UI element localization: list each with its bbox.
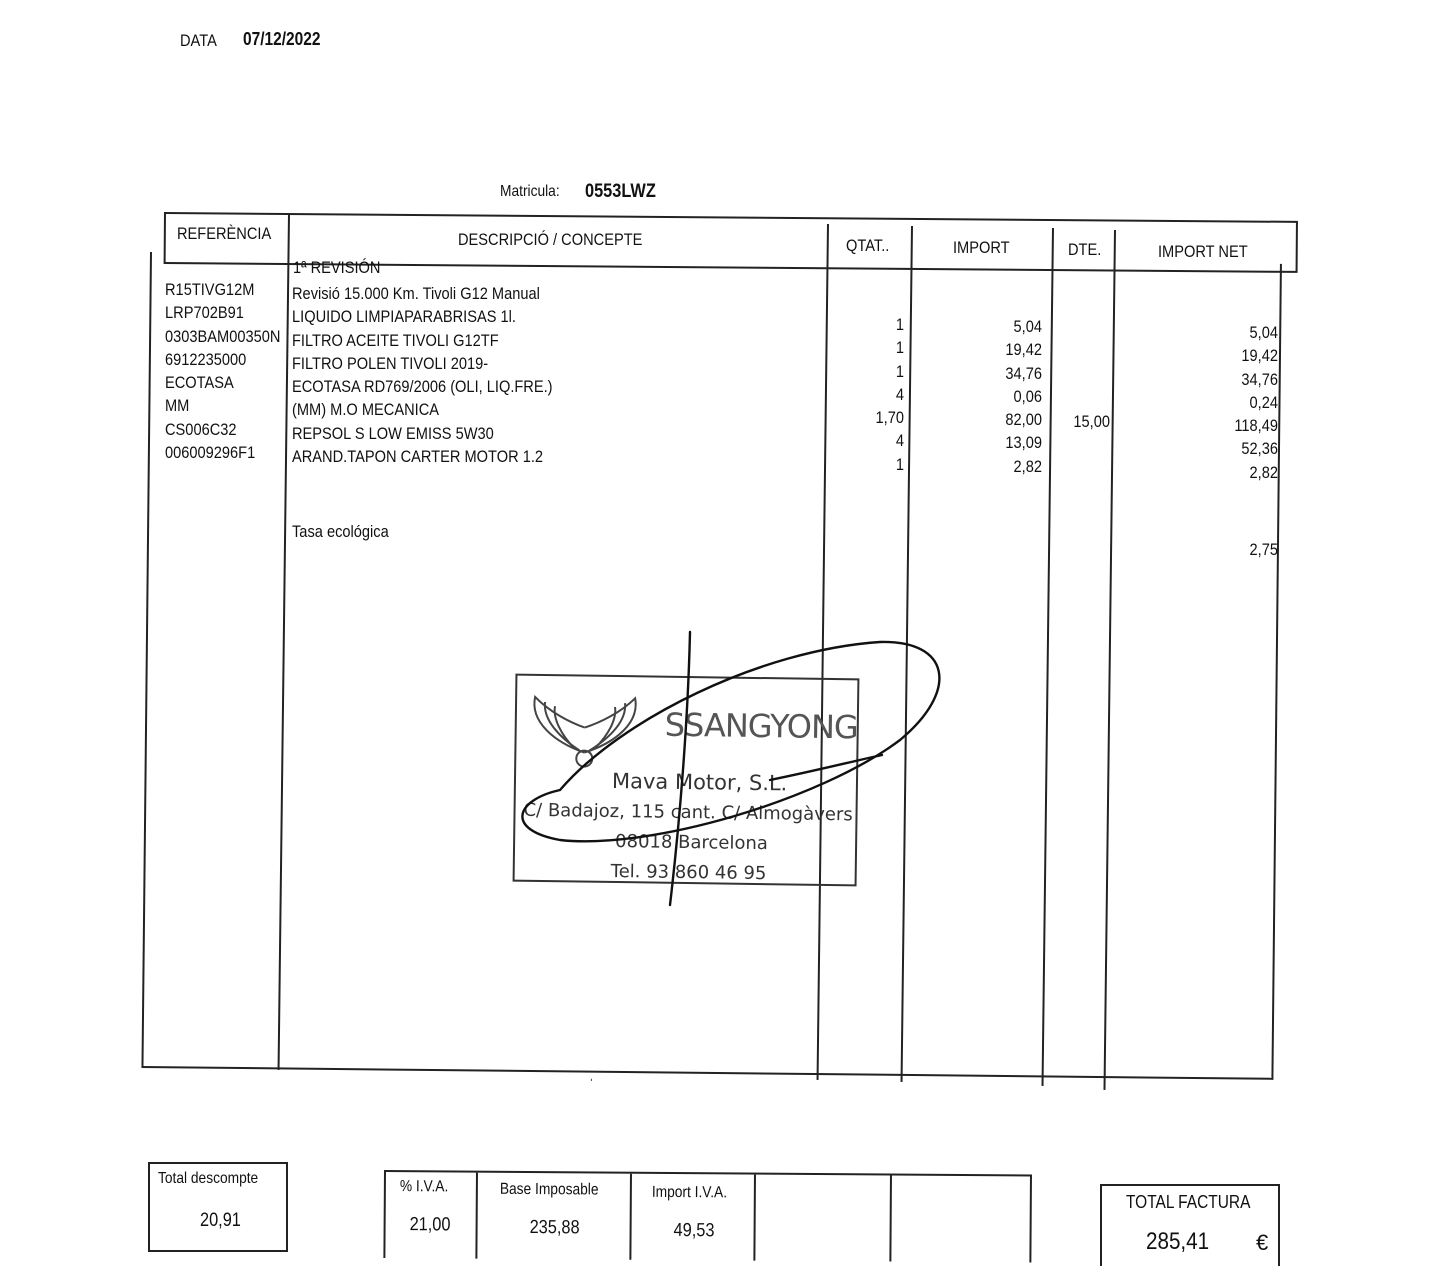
stamp-phone: Tel. 93 860 46 95	[610, 860, 767, 885]
reference-cell: R15TIVG12M	[165, 280, 255, 299]
vat-percent-value: 21,00	[409, 1214, 451, 1236]
total-invoice-label: TOTAL FACTURA	[1126, 1192, 1251, 1212]
eco-fee-value: 2,75	[1249, 540, 1278, 559]
reference-cell: ECOTASA	[165, 373, 234, 393]
total-discount-box	[148, 1162, 288, 1252]
vat-summary-table	[383, 1170, 1032, 1263]
description-cell: FILTRO POLEN TIVOLI 2019-	[292, 353, 489, 373]
import-cell: 19,42	[1005, 340, 1042, 360]
import-cell: 82,00	[1005, 410, 1042, 430]
quantity-cell: 4	[895, 384, 904, 404]
description-cell: REPSOL S LOW EMISS 5W30	[292, 423, 494, 443]
scan-mark: ˈ	[589, 1076, 594, 1092]
description-cell: ECOTASA RD769/2006 (OLI, LIQ.FRE.)	[292, 377, 553, 397]
total-discount-label: Total descompte	[158, 1170, 259, 1187]
net-import-cell: 5,04	[1249, 323, 1278, 342]
net-import-cell: 0,24	[1249, 392, 1278, 412]
eco-fee-label: Tasa ecológica	[292, 522, 389, 541]
net-import-column	[1202, 321, 1278, 484]
col-divider	[629, 1174, 632, 1260]
import-cell: 34,76	[1005, 363, 1042, 383]
col-header-description: DESCRIPCIÓ / CONCEPTE	[458, 230, 643, 249]
quantity-cell: 1	[895, 338, 904, 358]
vat-amount-label: Import I.V.A.	[651, 1183, 728, 1202]
reference-cell: 006009296F1	[165, 443, 256, 463]
col-header-quantity: QTAT..	[846, 236, 890, 255]
vat-percent-label: % I.V.A.	[399, 1178, 449, 1196]
total-invoice-box	[1100, 1184, 1280, 1266]
tax-base-label: Base Imposable	[499, 1180, 599, 1199]
import-column	[971, 315, 1042, 478]
tax-base-value: 235,88	[529, 1217, 580, 1239]
total-invoice-value: 285,41	[1146, 1228, 1210, 1255]
net-import-cell: 52,36	[1241, 439, 1278, 459]
col-header-net-import: IMPORT NET	[1158, 242, 1248, 261]
col-divider	[753, 1175, 756, 1261]
company-stamp	[513, 674, 860, 887]
reference-cell: LRP702B91	[165, 303, 244, 323]
reference-cell: CS006C32	[165, 419, 237, 439]
quantity-cell: 1	[895, 454, 904, 474]
reference-cell: MM	[165, 396, 190, 416]
plate-label: Matricula:	[500, 183, 560, 200]
quantity-cell: 1	[895, 361, 904, 381]
reference-cell: 0303BAM00350N	[165, 326, 281, 346]
reference-cell: 6912235000	[165, 349, 247, 369]
import-cell: 2,82	[1013, 456, 1042, 476]
discount-cell: 15,00	[1073, 412, 1110, 431]
net-import-cell: 19,42	[1241, 346, 1278, 366]
stamp-brand: SSANGYONG	[664, 705, 858, 747]
section-title: 1ª REVISIÓN	[293, 258, 381, 277]
net-import-cell: 118,49	[1234, 416, 1278, 436]
net-import-cell: 34,76	[1241, 369, 1278, 389]
description-cell: FILTRO ACEITE TIVOLI G12TF	[292, 330, 499, 350]
quantity-cell: 4	[895, 431, 904, 451]
stamp-city: 08018 Barcelona	[614, 831, 769, 855]
plate-value: 0553LWZ	[585, 181, 656, 202]
col-header-discount: DTE.	[1068, 240, 1102, 259]
quantity-cell: 1	[895, 315, 904, 334]
currency-symbol: €	[1256, 1230, 1269, 1255]
import-cell: 5,04	[1013, 317, 1042, 336]
net-import-cell: 2,82	[1249, 462, 1278, 482]
stamp-company: Mava Motor, S.L.	[611, 768, 788, 796]
description-cell: Revisió 15.000 Km. Tivoli G12 Manual	[292, 284, 540, 303]
description-cell: ARAND.TAPON CARTER MOTOR 1.2	[292, 447, 544, 467]
vat-amount-value: 49,53	[673, 1220, 715, 1242]
col-divider	[475, 1173, 478, 1259]
quantity-column	[852, 313, 904, 476]
import-cell: 13,09	[1005, 433, 1042, 453]
stamp-address: C/ Badajoz, 115 cant. C/ Almogàvers	[523, 799, 853, 826]
date-label: DATA	[180, 31, 217, 50]
quantity-cell: 1,70	[875, 408, 904, 428]
col-header-import: IMPORT	[953, 238, 1010, 257]
description-cell: (MM) M.O MECANICA	[292, 400, 440, 420]
total-discount-value: 20,91	[200, 1210, 241, 1231]
import-cell: 0,06	[1013, 386, 1042, 406]
ssangyong-logo-icon	[524, 682, 645, 774]
col-header-reference: REFERÈNCIA	[177, 224, 272, 243]
description-cell: LIQUIDO LIMPIAPARABRISAS 1l.	[292, 307, 516, 327]
description-column	[292, 282, 553, 468]
reference-column	[165, 278, 280, 464]
col-divider	[889, 1176, 892, 1262]
date-value: 07/12/2022	[243, 29, 321, 49]
